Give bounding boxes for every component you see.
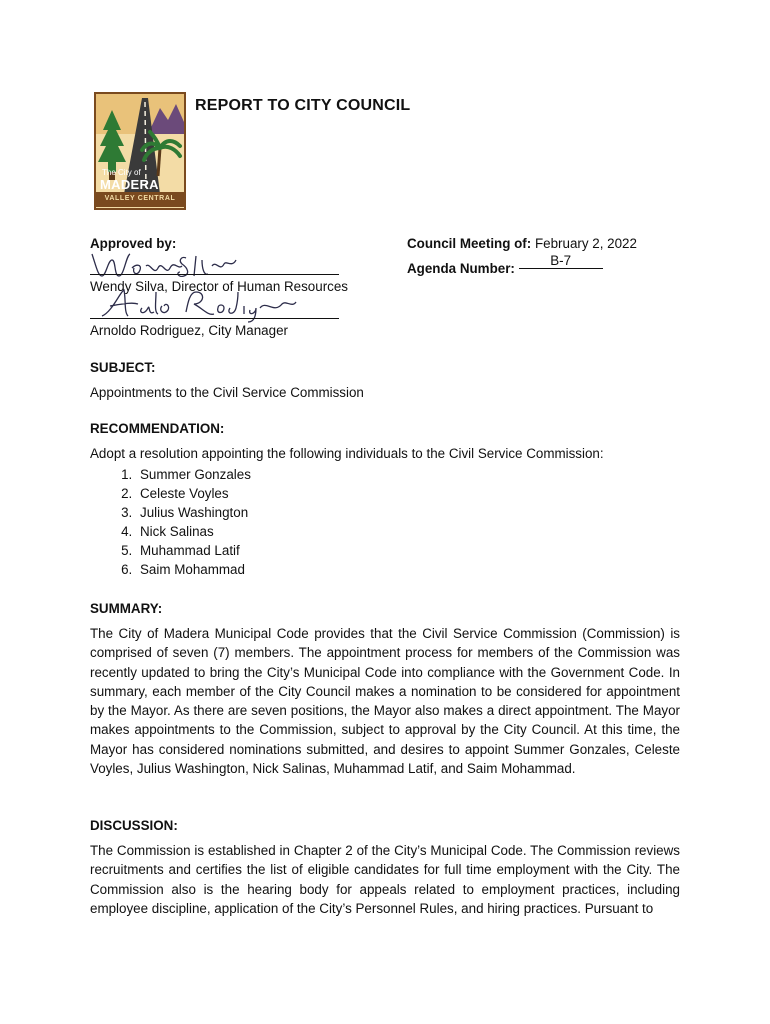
discussion-section <box>90 818 680 918</box>
council-meeting-info <box>407 236 637 251</box>
council-meeting-label: Council Meeting of: <box>407 236 532 251</box>
signature-line <box>90 274 339 275</box>
agenda-number-value: B-7 <box>519 253 603 269</box>
logo-text-line2: MADERA <box>100 177 159 192</box>
subject-text: Appointments to the Civil Service Commission <box>90 385 364 400</box>
discussion-heading: DISCUSSION: <box>90 818 178 833</box>
approved-by-label: Approved by: <box>90 236 177 251</box>
subject-section <box>90 360 680 400</box>
recommendation-section <box>90 421 680 579</box>
city-of-madera-logo-icon <box>94 92 186 210</box>
list-item: 4. Nick Salinas <box>136 522 680 541</box>
summary-section <box>90 601 680 778</box>
logo-text-line3: VALLEY CENTRAL <box>104 195 176 202</box>
agenda-info <box>407 253 603 277</box>
summary-text: The City of Madera Municipal Code provides that the Civil Service Commission (Commission) is comprised of seven (7) members. The appointment process for members of the Commission was recently updated to bring the City’s Municipal Code into compliance with the Government Code. In summary, each member of the City Council makes a nomination to be considered for appointment by the Mayor. As there are seven positions, the Mayor also makes a direct appointment. The Mayor makes appointments to the Commission, subject to approval by the City Council. At this time, the Mayor has considered nominations submitted, and desires to appoint Summer Gonzales, Celeste Voyles, Julius Washington, Nick Salinas, Muhammad Latif, and Saim Mohammad. <box>90 626 680 777</box>
agenda-number-label: Agenda Number: <box>407 261 515 276</box>
appointee-list <box>90 465 680 579</box>
city-logo <box>94 92 186 210</box>
council-meeting-date: February 2, 2022 <box>534 236 637 251</box>
recommendation-heading: RECOMMENDATION: <box>90 421 225 436</box>
list-item: 5. Muhammad Latif <box>136 541 680 560</box>
recommendation-intro: Adopt a resolution appointing the following individuals to the Civil Service Commission: <box>90 446 604 461</box>
discussion-text: The Commission is established in Chapter 2 of the City’s Municipal Code. The Commission reviews recruitments and certifies the list of eligible candidates for full time employment with the City. The Commission also is the hearing body for appeals related to employment practices, including employee discipline, application of the City’s Personnel Rules, and hiring practices. Pursuant to <box>90 843 680 916</box>
subject-heading: SUBJECT: <box>90 360 156 375</box>
list-item: 3. Julius Washington <box>136 503 680 522</box>
signature-line <box>90 318 339 319</box>
logo-text-line1: The City of <box>102 168 141 177</box>
approver-name: Arnoldo Rodriguez, City Manager <box>90 323 288 338</box>
report-title: REPORT TO CITY COUNCIL <box>195 97 411 114</box>
list-item: 2. Celeste Voyles <box>136 484 680 503</box>
summary-heading: SUMMARY: <box>90 601 163 616</box>
list-item: 6. Saim Mohammad <box>136 560 680 579</box>
approver-name: Wendy Silva, Director of Human Resources <box>90 279 348 294</box>
list-item: 1. Summer Gonzales <box>136 465 680 484</box>
